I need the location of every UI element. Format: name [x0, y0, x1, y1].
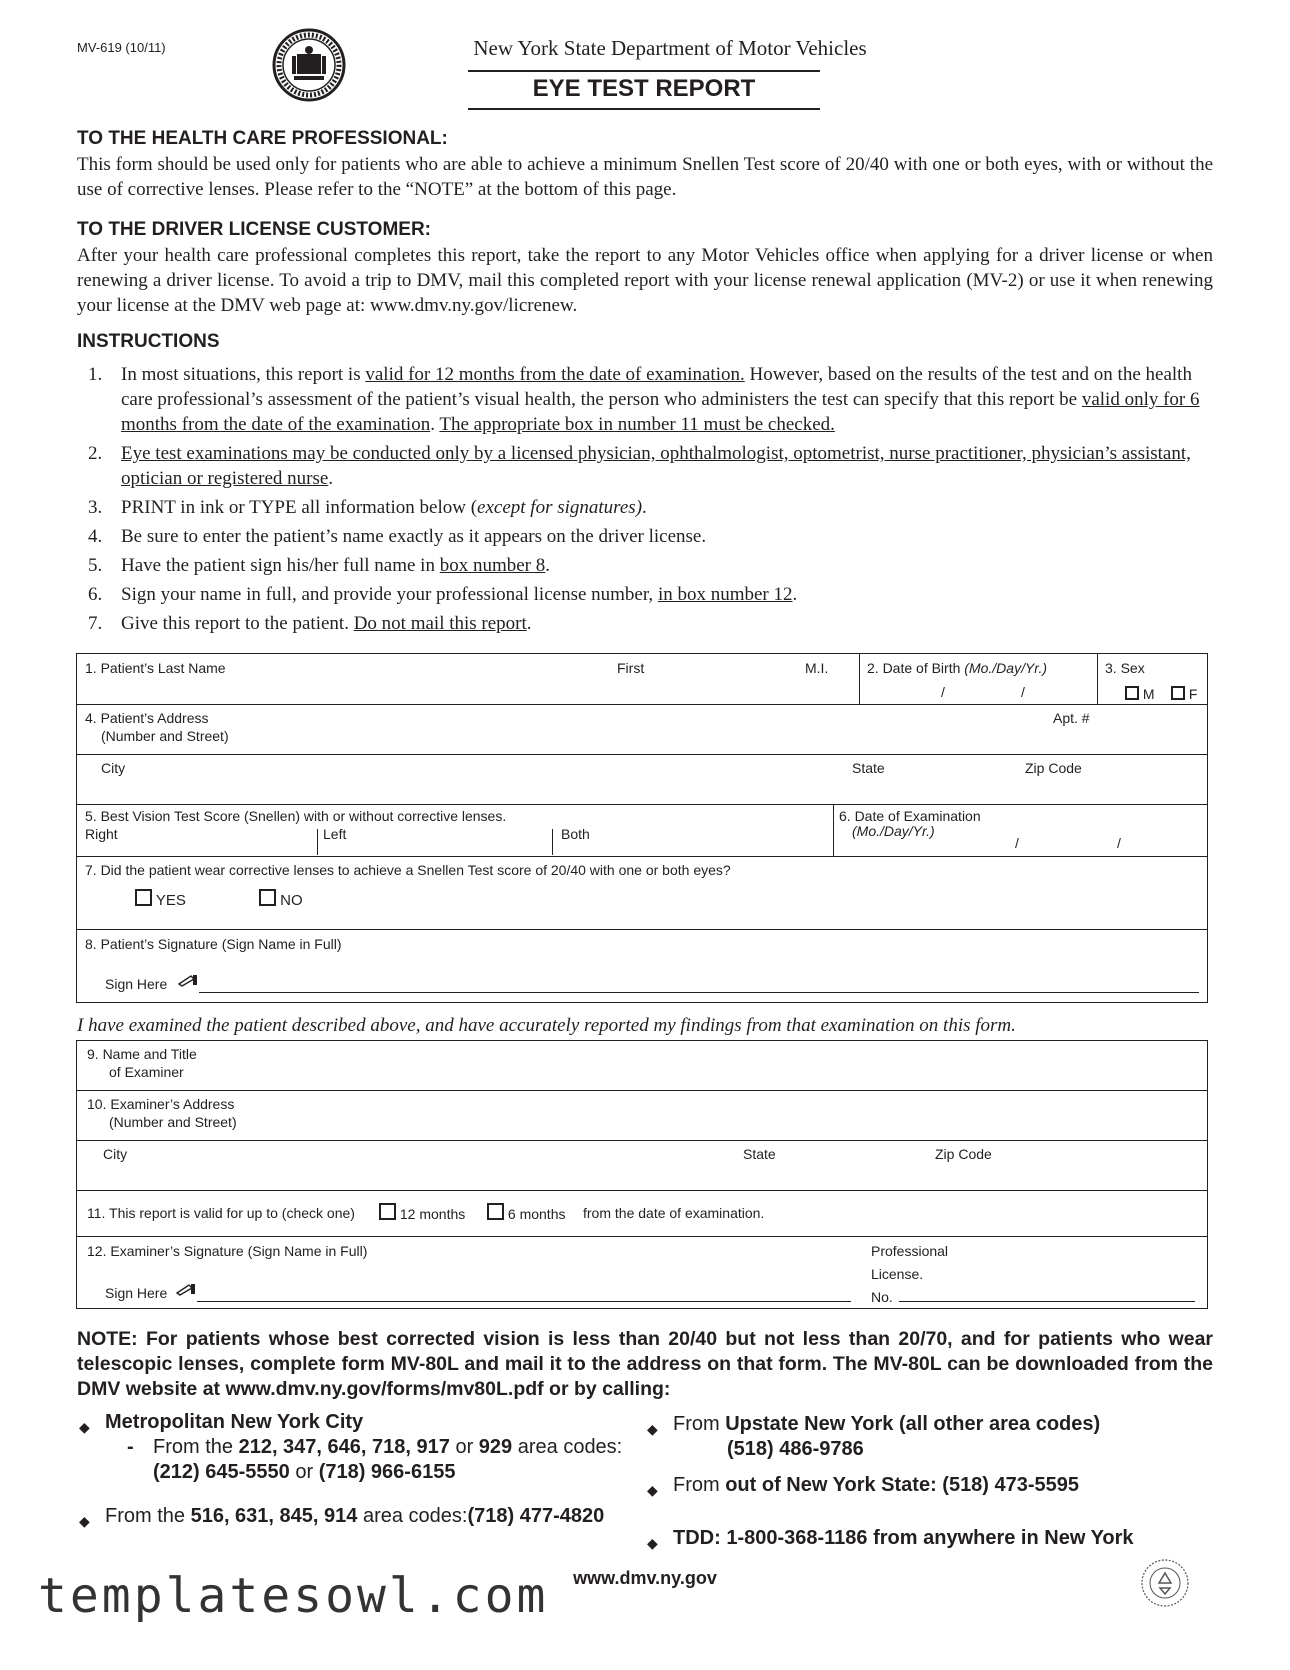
- examiner-state-field[interactable]: State: [743, 1146, 776, 1162]
- exam-slash: /: [1117, 835, 1121, 851]
- patient-form-box: [76, 653, 1208, 1003]
- corrective-lenses-row: [77, 857, 1207, 930]
- patient-address-field[interactable]: 4. Patient’s Address: [85, 710, 209, 726]
- yes-checkbox[interactable]: YES: [135, 889, 186, 909]
- pen-sign-icon: [177, 972, 199, 988]
- sex-female-checkbox[interactable]: F: [1171, 686, 1197, 703]
- instruction-item: 5. Have the patient sign his/her full name in box number 8.: [88, 555, 550, 576]
- upstate-phone: (518) 486-9786: [727, 1438, 864, 1460]
- examiner-city-row: [77, 1141, 1207, 1191]
- examiner-signature-row: [77, 1237, 1207, 1309]
- bullet-diamond-icon: ◆: [647, 1535, 658, 1551]
- left-eye-field[interactable]: Left: [323, 826, 347, 842]
- professional-label: Professional: [871, 1243, 949, 1259]
- form-code: MV-619 (10/11): [77, 40, 166, 55]
- address-sublabel: (Number and Street): [101, 728, 229, 744]
- patient-state-field[interactable]: State: [852, 760, 885, 776]
- middle-initial-field[interactable]: M.I.: [805, 660, 829, 676]
- metro-title: Metropolitan New York City: [105, 1411, 364, 1433]
- examiner-name-field[interactable]: 9. Name and Title: [87, 1046, 197, 1062]
- examiner-sign-here: Sign Here: [105, 1285, 168, 1301]
- out-of-state-line: From out of New York State: (518) 473-5595: [673, 1474, 1080, 1496]
- exam-slash: /: [1015, 835, 1019, 851]
- patient-signature-line[interactable]: [199, 992, 1199, 993]
- examiner-address-sublabel: (Number and Street): [109, 1114, 237, 1130]
- bullet-diamond-icon: ◆: [79, 1513, 90, 1529]
- li-codes-line: From the 516, 631, 845, 914 area codes:(718) 477-4820: [105, 1505, 605, 1527]
- exam-date-field[interactable]: 6. Date of Examination: [839, 808, 981, 824]
- patient-signature-label: 8. Patient’s Signature (Sign Name in Full): [85, 936, 342, 952]
- note-text: NOTE: For patients whose best corrected vision is less than 20/40 but not less than 20/70, and for patients who wear telescopic lenses, complete form MV-80L and mail it to the address on that form. The MV-80L can be downloaded from the DMV website at www.dmv.ny.gov/forms/mv80L.pdf or by calling:: [77, 1328, 1213, 1400]
- corrective-lenses-question: 7. Did the patient wear corrective lenses to achieve a Snellen Test score of 20/40 with one or both eyes?: [85, 862, 731, 878]
- bullet-diamond-icon: ◆: [79, 1419, 90, 1435]
- patient-address-row: [77, 705, 1207, 755]
- bullet-diamond-icon: ◆: [647, 1482, 658, 1498]
- customer-text: After your health care professional completes this report, take the report to any Motor Vehicles office when applying for a driver license or when renewing a driver license. To avoid a trip to DMV, mail this completed report with your license renewal application (MV-2) or use it when renewing your license at the DMV web page at: www.dmv.ny.gov/licrenew.: [77, 245, 1213, 316]
- attestation-text: I have examined the patient described above, and have accurately reported my findings from that examination on this form.: [77, 1015, 1016, 1036]
- last-name-field[interactable]: 1. Patient’s Last Name: [85, 660, 226, 676]
- vision-score-row: [77, 805, 1207, 857]
- examiner-address-field[interactable]: 10. Examiner’s Address: [87, 1096, 235, 1112]
- dob-slash: /: [1021, 684, 1025, 700]
- examiner-city-field[interactable]: City: [103, 1146, 128, 1162]
- both-eyes-field[interactable]: Both: [561, 826, 590, 842]
- examiner-name-row: [77, 1041, 1207, 1091]
- bullet-diamond-icon: ◆: [647, 1421, 658, 1437]
- dob-field[interactable]: 2. Date of Birth (Mo./Day/Yr.): [867, 660, 1047, 676]
- instruction-item: 7. Give this report to the patient. Do not mail this report.: [88, 613, 532, 634]
- examiner-address-row: [77, 1091, 1207, 1141]
- validity-tail: from the date of examination.: [583, 1205, 765, 1221]
- examiner-form-box: [76, 1040, 1208, 1309]
- metro-phones-line: (212) 645-5550 or (718) 966-6155: [153, 1461, 456, 1483]
- watermark: templatesowl.com: [38, 1568, 549, 1624]
- validity-label: 11. This report is valid for up to (check one): [87, 1205, 355, 1221]
- examiner-signature-label: 12. Examiner’s Signature (Sign Name in Full): [87, 1243, 368, 1259]
- ny-state-seal-icon: [272, 28, 346, 102]
- patient-signature-row: [77, 930, 1207, 1002]
- patient-name-row: [77, 654, 1207, 705]
- patient-sign-here: Sign Here: [105, 976, 168, 992]
- customer-heading: TO THE DRIVER LICENSE CUSTOMER:: [77, 219, 431, 240]
- patient-city-field[interactable]: City: [101, 760, 126, 776]
- license-label: License.: [871, 1266, 924, 1282]
- license-number-line[interactable]: [899, 1301, 1195, 1302]
- patient-zip-field[interactable]: Zip Code: [1025, 760, 1082, 776]
- form-title: EYE TEST REPORT: [468, 70, 820, 110]
- first-name-field[interactable]: First: [617, 660, 645, 676]
- recycle-seal-icon: [1140, 1558, 1190, 1608]
- pen-sign-icon: [175, 1281, 197, 1297]
- dash-marker: -: [127, 1436, 134, 1458]
- upstate-line: From Upstate New York (all other area codes): [673, 1413, 1101, 1435]
- contacts-section: [77, 1410, 1217, 1550]
- instruction-item: 4. Be sure to enter the patient’s name exactly as it appears on the driver license.: [88, 526, 707, 547]
- instruction-item: 6. Sign your name in full, and provide your professional license number, in box number 12.: [88, 584, 798, 605]
- examiner-name-sublabel: of Examiner: [109, 1064, 184, 1080]
- right-eye-field[interactable]: Right: [85, 826, 118, 842]
- 12-months-checkbox[interactable]: 12 months: [379, 1203, 465, 1223]
- professional-heading: TO THE HEALTH CARE PROFESSIONAL:: [77, 128, 448, 149]
- 6-months-checkbox[interactable]: 6 months: [487, 1203, 565, 1223]
- examiner-zip-field[interactable]: Zip Code: [935, 1146, 992, 1162]
- department-name: New York State Department of Motor Vehicles: [473, 36, 867, 60]
- no-checkbox[interactable]: NO: [259, 889, 303, 909]
- vision-score-label: 5. Best Vision Test Score (Snellen) with or without corrective lenses.: [85, 808, 507, 824]
- metro-codes-line: From the 212, 347, 646, 718, 917 or 929 area codes:: [153, 1436, 623, 1458]
- footer-website[interactable]: www.dmv.ny.gov: [573, 1568, 717, 1588]
- instruction-item: 1. In most situations, this report is valid for 12 months from the date of examination. However, based on the results of the test and on the health care professional’s assessment of the patient’s visual health, the person who administers the test can specify that this report be valid only for 6 months from the date of the examination. The appropriate box in number 11 must be checked.: [88, 364, 1200, 435]
- sex-male-checkbox[interactable]: M: [1125, 686, 1155, 703]
- tdd-line: TDD: 1-800-368-1186 from anywhere in New York: [673, 1527, 1134, 1549]
- professional-text: This form should be used only for patients who are able to achieve a minimum Snellen Test score of 20/40 with one or both eyes, with or without the use of corrective lenses. Please refer to the “NOTE” at the bottom of this page.: [77, 154, 1213, 200]
- patient-city-row: [77, 755, 1207, 805]
- instructions-heading: INSTRUCTIONS: [77, 331, 220, 352]
- exam-date-format: (Mo./Day/Yr.): [852, 823, 935, 839]
- instructions-list: [88, 362, 1213, 640]
- license-no-label: No.: [871, 1289, 893, 1305]
- dob-slash: /: [941, 684, 945, 700]
- instruction-item: 3. PRINT in ink or TYPE all information below (except for signatures).: [88, 497, 647, 518]
- examiner-signature-line[interactable]: [197, 1301, 851, 1302]
- apt-field[interactable]: Apt. #: [1053, 710, 1090, 726]
- sex-label: 3. Sex: [1105, 660, 1145, 676]
- validity-row: [77, 1191, 1207, 1237]
- instruction-item: 2. Eye test examinations may be conducted only by a licensed physician, ophthalmologist, optometrist, nurse practitioner, physician’s assistant, optician or registered nurse.: [88, 443, 1191, 489]
